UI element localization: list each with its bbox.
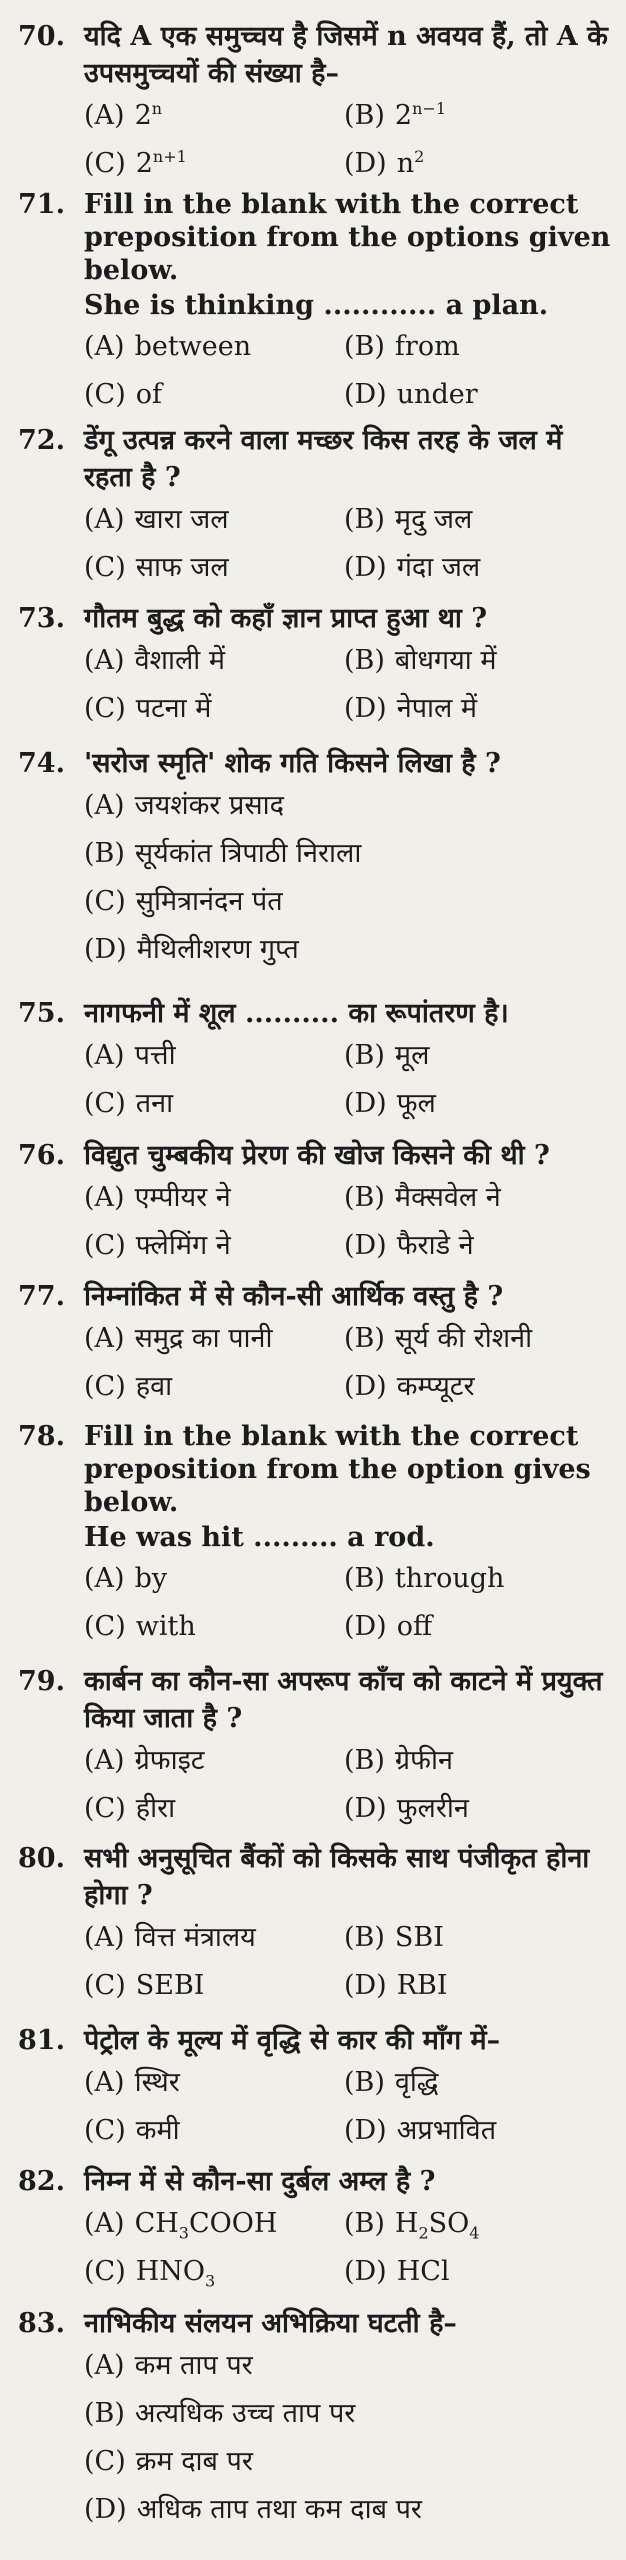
question-header [0, 2163, 626, 2200]
option-b: (B) सूर्यकांत त्रिपाठी निराला [84, 838, 362, 869]
question-70 [0, 18, 626, 184]
question-header [0, 995, 626, 1032]
options [0, 500, 626, 588]
option-d: (D) नेपाल में [344, 693, 478, 724]
option-c: (C) SEBI [84, 1970, 205, 2001]
question-number: 71. [18, 189, 65, 220]
options [0, 786, 626, 970]
question-81 [0, 2022, 626, 2151]
options [0, 641, 626, 729]
options [0, 1741, 626, 1829]
question-text: नागफनी में शूल .......... का रूपांतरण है। [84, 998, 509, 1029]
option-c: (C) $2^{n+1}$ [84, 147, 187, 179]
option-b: (B) $H_2SO_4$ [344, 2208, 480, 2243]
question-74 [0, 745, 626, 970]
option-b: (B) सूर्य की रोशनी [344, 1323, 533, 1354]
option-d: (D) अप्रभावित [344, 2115, 497, 2146]
option-a: (A) वैशाली में [84, 645, 225, 676]
question-text: यदि A एक समुच्चय है जिसमें n अवयव हैं, तो A के उपसमुच्चयों की संख्या है– [84, 21, 608, 89]
option-a: (A) एम्पीयर ने [84, 1182, 231, 1213]
question-text: Fill in the blank with the correct preposition from the options given below. [84, 189, 611, 286]
question-76 [0, 1137, 626, 1266]
options [0, 96, 626, 184]
question-number: 81. [18, 2025, 65, 2056]
question-statement: He was hit ......... a rod. [84, 1522, 435, 1553]
question-text: 'सरोज स्मृति' शोक गति किसने लिखा है ? [84, 748, 501, 779]
option-b: (B) अत्यधिक उच्च ताप पर [84, 2398, 356, 2429]
option-c: (C) कमी [84, 2115, 180, 2146]
question-82 [0, 2163, 626, 2292]
question-number: 82. [18, 2166, 65, 2197]
option-d: (D) $n^2$ [344, 147, 425, 179]
option-a: (A) 2$^n$ [84, 99, 163, 131]
option-a: (A) स्थिर [84, 2067, 180, 2098]
question-text: विद्युत चुम्बकीय प्रेरण की खोज किसने की थी ? [84, 1140, 550, 1171]
option-b: (B) बोधगया में [344, 645, 497, 676]
question-header [0, 1420, 626, 1519]
option-b: (B) through [344, 1563, 505, 1594]
option-a: (A) ग्रेफाइट [84, 1745, 205, 1776]
option-b: (B) SBI [344, 1922, 444, 1953]
question-79 [0, 1663, 626, 1829]
option-b: (B) ग्रेफीन [344, 1745, 453, 1776]
option-d: (D) अधिक ताप तथा कम दाब पर [84, 2494, 422, 2525]
question-number: 80. [18, 1843, 65, 1874]
options [0, 1559, 626, 1647]
option-a: (A) समुद्र का पानी [84, 1323, 273, 1354]
question-number: 74. [18, 748, 65, 779]
question-header [0, 422, 626, 496]
option-d: (D) फूल [344, 1088, 436, 1119]
question-78 [0, 1420, 626, 1647]
question-header [0, 1840, 626, 1914]
options [0, 2204, 626, 2292]
question-header [0, 2305, 626, 2342]
option-c: (C) तना [84, 1088, 174, 1119]
question-header [0, 18, 626, 92]
option-c: (C) क्रम दाब पर [84, 2446, 253, 2477]
option-c: (C) सुमित्रानंदन पंत [84, 886, 283, 917]
option-a: (A) $CH_3COOH$ [84, 2208, 278, 2243]
question-number: 70. [18, 21, 65, 52]
question-text: गौतम बुद्ध को कहाँ ज्ञान प्राप्त हुआ था ? [84, 603, 488, 634]
option-c: (C) $HNO_3$ [84, 2256, 216, 2291]
option-c: (C) हीरा [84, 1793, 176, 1824]
option-a: (A) जयशंकर प्रसाद [84, 790, 284, 821]
question-text: कार्बन का कौन-सा अपरूप काँच को काटने में प्रयुक्त किया जाता है ? [84, 1666, 603, 1734]
option-a: (A) by [84, 1563, 168, 1594]
question-80 [0, 1840, 626, 2006]
question-number: 73. [18, 603, 65, 634]
option-a: (A) कम ताप पर [84, 2350, 253, 2381]
question-header [0, 1278, 626, 1315]
question-statement: She is thinking ............ a plan. [84, 290, 549, 321]
option-c: (C) with [84, 1611, 196, 1642]
option-c: (C) पटना में [84, 693, 212, 724]
option-b: (B) from [344, 331, 460, 362]
option-a: (A) पत्ती [84, 1040, 176, 1071]
question-header [0, 745, 626, 782]
question-text: नाभिकीय संलयन अभिक्रिया घटती है– [84, 2308, 457, 2339]
question-text: पेट्रोल के मूल्य में वृद्धि से कार की माँग में– [84, 2025, 501, 2056]
question-header [0, 1663, 626, 1737]
option-c: (C) फ्लेमिंग ने [84, 1230, 231, 1261]
options [0, 1918, 626, 2006]
option-d: (D) मैथिलीशरण गुप्त [84, 934, 299, 965]
option-d: (D) RBI [344, 1970, 448, 2001]
question-header [0, 2022, 626, 2059]
question-text: सभी अनुसूचित बैंकों को किसके साथ पंजीकृत होना होगा ? [84, 1843, 590, 1911]
question-text: निम्न में से कौन-सा दुर्बल अम्ल है ? [84, 2166, 436, 2197]
question-number: 75. [18, 998, 65, 1029]
question-number: 72. [18, 425, 65, 456]
options [0, 2063, 626, 2151]
question-number: 76. [18, 1140, 65, 1171]
options [0, 1319, 626, 1407]
option-c: (C) of [84, 379, 162, 410]
question-number: 83. [18, 2308, 65, 2339]
option-c: (C) हवा [84, 1371, 173, 1402]
question-header [0, 188, 626, 287]
option-d: (D) HCl [344, 2256, 450, 2287]
option-d: (D) फैराडे ने [344, 1230, 474, 1261]
question-header [0, 1137, 626, 1174]
option-b: (B) वृद्धि [344, 2067, 439, 2098]
options [0, 1036, 626, 1124]
option-a: (A) वित्त मंत्रालय [84, 1922, 256, 1953]
question-number: 79. [18, 1666, 65, 1697]
option-d: (D) फुलरीन [344, 1793, 469, 1824]
question-75 [0, 995, 626, 1124]
options [0, 1178, 626, 1266]
question-text: Fill in the blank with the correct preposition from the option gives below. [84, 1421, 591, 1518]
option-d: (D) off [344, 1611, 433, 1642]
option-a: (A) खारा जल [84, 504, 229, 535]
option-a: (A) between [84, 331, 252, 362]
question-77 [0, 1278, 626, 1407]
options [0, 327, 626, 415]
option-b: (B) मूल [344, 1040, 430, 1071]
question-71 [0, 188, 626, 415]
option-c: (C) साफ जल [84, 552, 229, 583]
question-73 [0, 600, 626, 729]
option-b: (B) $2^{n-1}$ [344, 99, 446, 131]
question-text: निम्नांकित में से कौन-सी आर्थिक वस्तु है ? [84, 1281, 504, 1312]
question-header [0, 600, 626, 637]
question-83 [0, 2305, 626, 2530]
option-b: (B) मैक्सवेल ने [344, 1182, 501, 1213]
question-number: 78. [18, 1421, 65, 1452]
option-d: (D) गंदा जल [344, 552, 481, 583]
option-b: (B) मृदु जल [344, 504, 473, 535]
option-d: (D) under [344, 379, 478, 410]
question-text: डेंगू उत्पन्न करने वाला मच्छर किस तरह के जल में रहता है ? [84, 425, 563, 493]
question-72 [0, 422, 626, 588]
option-d: (D) कम्प्यूटर [344, 1371, 475, 1402]
question-number: 77. [18, 1281, 65, 1312]
options [0, 2346, 626, 2530]
